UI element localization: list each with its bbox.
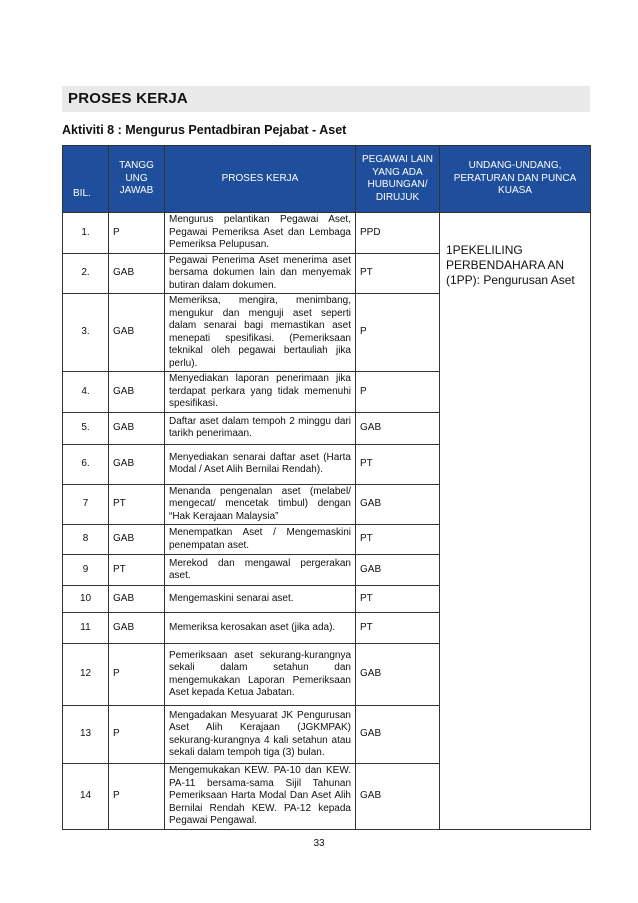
section-header-bar — [62, 86, 590, 112]
row-tanggungjawab: GAB — [109, 372, 165, 413]
row-pegawai-dirujuk: GAB — [356, 555, 440, 586]
row-pegawai-dirujuk: P — [356, 294, 440, 372]
row-proses-kerja: Daftar aset dalam tempoh 2 minggu dari tarikh penerimaan. — [165, 412, 356, 444]
row-tanggungjawab: GAB — [109, 253, 165, 294]
row-undang-undang: 1PEKELILING PERBENDAHARA AN (1PP): Pengurusan Aset — [440, 213, 591, 830]
row-proses-kerja: Mengurus pelantikan Pegawai Aset, Pegawai Pemeriksa Aset dan Lembaga Pemeriksa Pelupusan. — [165, 213, 356, 254]
row-proses-kerja: Merekod dan mengawal pergerakan aset. — [165, 555, 356, 586]
row-bil: 13 — [63, 706, 109, 764]
row-proses-kerja: Mengemaskini senarai aset. — [165, 586, 356, 613]
row-tanggungjawab: GAB — [109, 412, 165, 444]
row-proses-kerja: Menyediakan senarai daftar aset (Harta Modal / Aset Alih Bernilai Rendah). — [165, 444, 356, 484]
row-tanggungjawab: GAB — [109, 444, 165, 484]
row-bil: 12 — [63, 644, 109, 706]
row-pegawai-dirujuk: PT — [356, 613, 440, 644]
row-pegawai-dirujuk: PT — [356, 525, 440, 555]
row-bil: 3. — [63, 294, 109, 372]
row-proses-kerja: Mengadakan Mesyuarat JK Pengurusan Aset Alih Kerajaan (JGKMPAK) sekurang-kurangnya 4 kali setahun atau sekali dalam tempoh tiga (3) bulan. — [165, 706, 356, 764]
row-tanggungjawab: GAB — [109, 294, 165, 372]
row-pegawai-dirujuk: PT — [356, 253, 440, 294]
row-bil: 7 — [63, 484, 109, 525]
row-proses-kerja: Pemeriksaan aset sekurang-kurangnya sekali dalam setahun dan mengemukakan Laporan Pemeriksaan Aset kepada Ketua Jabatan. — [165, 644, 356, 706]
row-bil: 11 — [63, 613, 109, 644]
page-number: 33 — [313, 838, 325, 849]
header-undang-undang: UNDANG-UNDANG, PERATURAN DAN PUNCA KUASA — [440, 146, 591, 213]
row-proses-kerja: Menanda pengenalan aset (melabel/ mengecat/ mencetak timbul) dengan “Hak Kerajaan Malaysia” — [165, 484, 356, 525]
row-tanggungjawab: P — [109, 644, 165, 706]
row-pegawai-dirujuk: P — [356, 372, 440, 413]
row-pegawai-dirujuk: GAB — [356, 412, 440, 444]
table-header-row — [63, 146, 591, 213]
row-tanggungjawab: P — [109, 706, 165, 764]
row-bil: 2. — [63, 253, 109, 294]
row-pegawai-dirujuk: PT — [356, 586, 440, 613]
header-pegawai-dirujuk: PEGAWAI LAIN YANG ADA HUBUNGAN/ DIRUJUK — [356, 146, 440, 213]
activity-title: Aktiviti 8 : Mengurus Pentadbiran Pejabat - Aset — [62, 123, 347, 137]
row-proses-kerja: Menyediakan laporan penerimaan jika terdapat perkara yang tidak memenuhi spesifikasi. — [165, 372, 356, 413]
row-bil: 4. — [63, 372, 109, 413]
row-bil: 10 — [63, 586, 109, 613]
table-row — [63, 213, 591, 254]
row-pegawai-dirujuk: GAB — [356, 764, 440, 830]
row-tanggungjawab: P — [109, 213, 165, 254]
section-title: PROSES KERJA — [68, 90, 188, 107]
row-proses-kerja: Mengemukakan KEW. PA-10 dan KEW. PA-11 bersama-sama Sijil Tahunan Pemeriksaan Harta Modal Dan Aset Alih Bernilai Rendah KEW. PA-12 kepada Pegawai Pengawal. — [165, 764, 356, 830]
row-bil: 8 — [63, 525, 109, 555]
row-pegawai-dirujuk: GAB — [356, 644, 440, 706]
row-proses-kerja: Memeriksa kerosakan aset (jika ada). — [165, 613, 356, 644]
row-bil: 14 — [63, 764, 109, 830]
header-tanggungjawab: TANGG UNG JAWAB — [109, 146, 165, 213]
row-bil: 5. — [63, 412, 109, 444]
row-pegawai-dirujuk: GAB — [356, 484, 440, 525]
header-proses-kerja: PROSES KERJA — [165, 146, 356, 213]
process-table — [62, 145, 591, 830]
row-proses-kerja: Menempatkan Aset / Mengemaskini penempatan aset. — [165, 525, 356, 555]
row-tanggungjawab: P — [109, 764, 165, 830]
row-tanggungjawab: GAB — [109, 525, 165, 555]
row-pegawai-dirujuk: PT — [356, 444, 440, 484]
row-proses-kerja: Pegawai Penerima Aset menerima aset bersama dokumen lain dan menyemak butiran dalam dokumen. — [165, 253, 356, 294]
header-bil: BIL. — [63, 146, 109, 213]
row-bil: 1. — [63, 213, 109, 254]
row-bil: 6. — [63, 444, 109, 484]
row-proses-kerja: Memeriksa, mengira, menimbang, mengukur dan menguji aset seperti dalam senarai bagi memastikan aset menepati spesifikasi. (Pemeriksaan teknikal oleh pegawai bertauliah jika perlu). — [165, 294, 356, 372]
row-tanggungjawab: GAB — [109, 613, 165, 644]
row-bil: 9 — [63, 555, 109, 586]
row-tanggungjawab: GAB — [109, 586, 165, 613]
row-pegawai-dirujuk: GAB — [356, 706, 440, 764]
row-tanggungjawab: PT — [109, 484, 165, 525]
row-pegawai-dirujuk: PPD — [356, 213, 440, 254]
row-tanggungjawab: PT — [109, 555, 165, 586]
